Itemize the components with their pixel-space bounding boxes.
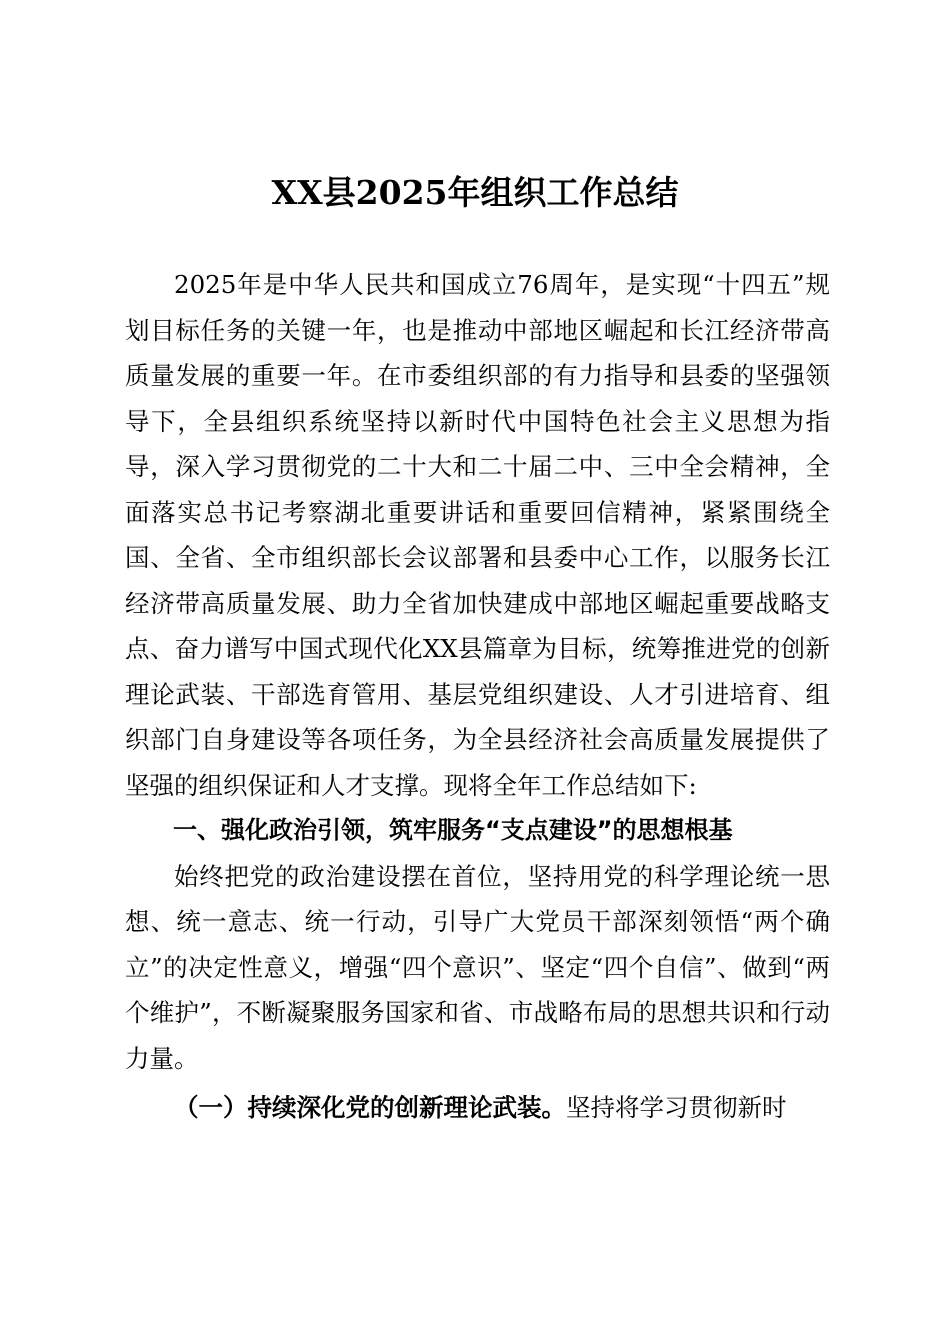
subsection-text: 坚持将学习贯彻新时 <box>566 1093 787 1122</box>
subsection-heading: （一）持续深化党的创新理论武装。 <box>174 1093 566 1122</box>
document-body <box>125 262 830 1131</box>
section-heading: 一、强化政治引领，筑牢服务“支点建设”的思想根基 <box>173 816 733 844</box>
section-paragraph: 始终把党的政治建设摆在首位，坚持用党的科学理论统一思想、统一意志、统一行动，引导广大党员干部深刻领悟“两个确立”的决定性意义，增强“四个意识”、坚定“四个自信”、做到“两个维护”，不断凝聚服务国家和省、市战略布局的思想共识和行动力量。 <box>125 861 830 1073</box>
document-title: XX县2025年组织工作总结 <box>271 173 679 212</box>
intro-paragraph: 2025年是中华人民共和国成立76周年，是实现“十四五”规划目标任务的关键一年，也是推动中部地区崛起和长江经济带高质量发展的重要一年。在市委组织部的有力指导和县委的坚强领导下，全县组织系统坚持以新时代中国特色社会主义思想为指导，深入学习贯彻党的二十大和二十届二中、三中全会精神，全面落实总书记考察湖北重要讲话和重要回信精神，紧紧围绕全国、全省、全市组织部长会议部署和县委中心工作，以服务长江经济带高质量发展、助力全省加快建成中部地区崛起重要战略支点、奋力谱写中国式现代化XX县篇章为目标，统筹推进党的创新理论武装、干部选育管用、基层党组织建设、人才引进培育、组织部门自身建设等各项任务，为全县经济社会高质量发展提供了坚强的组织保证和人才支撑。现将全年工作总结如下: <box>125 270 830 800</box>
subsection-paragraph <box>125 1085 830 1131</box>
